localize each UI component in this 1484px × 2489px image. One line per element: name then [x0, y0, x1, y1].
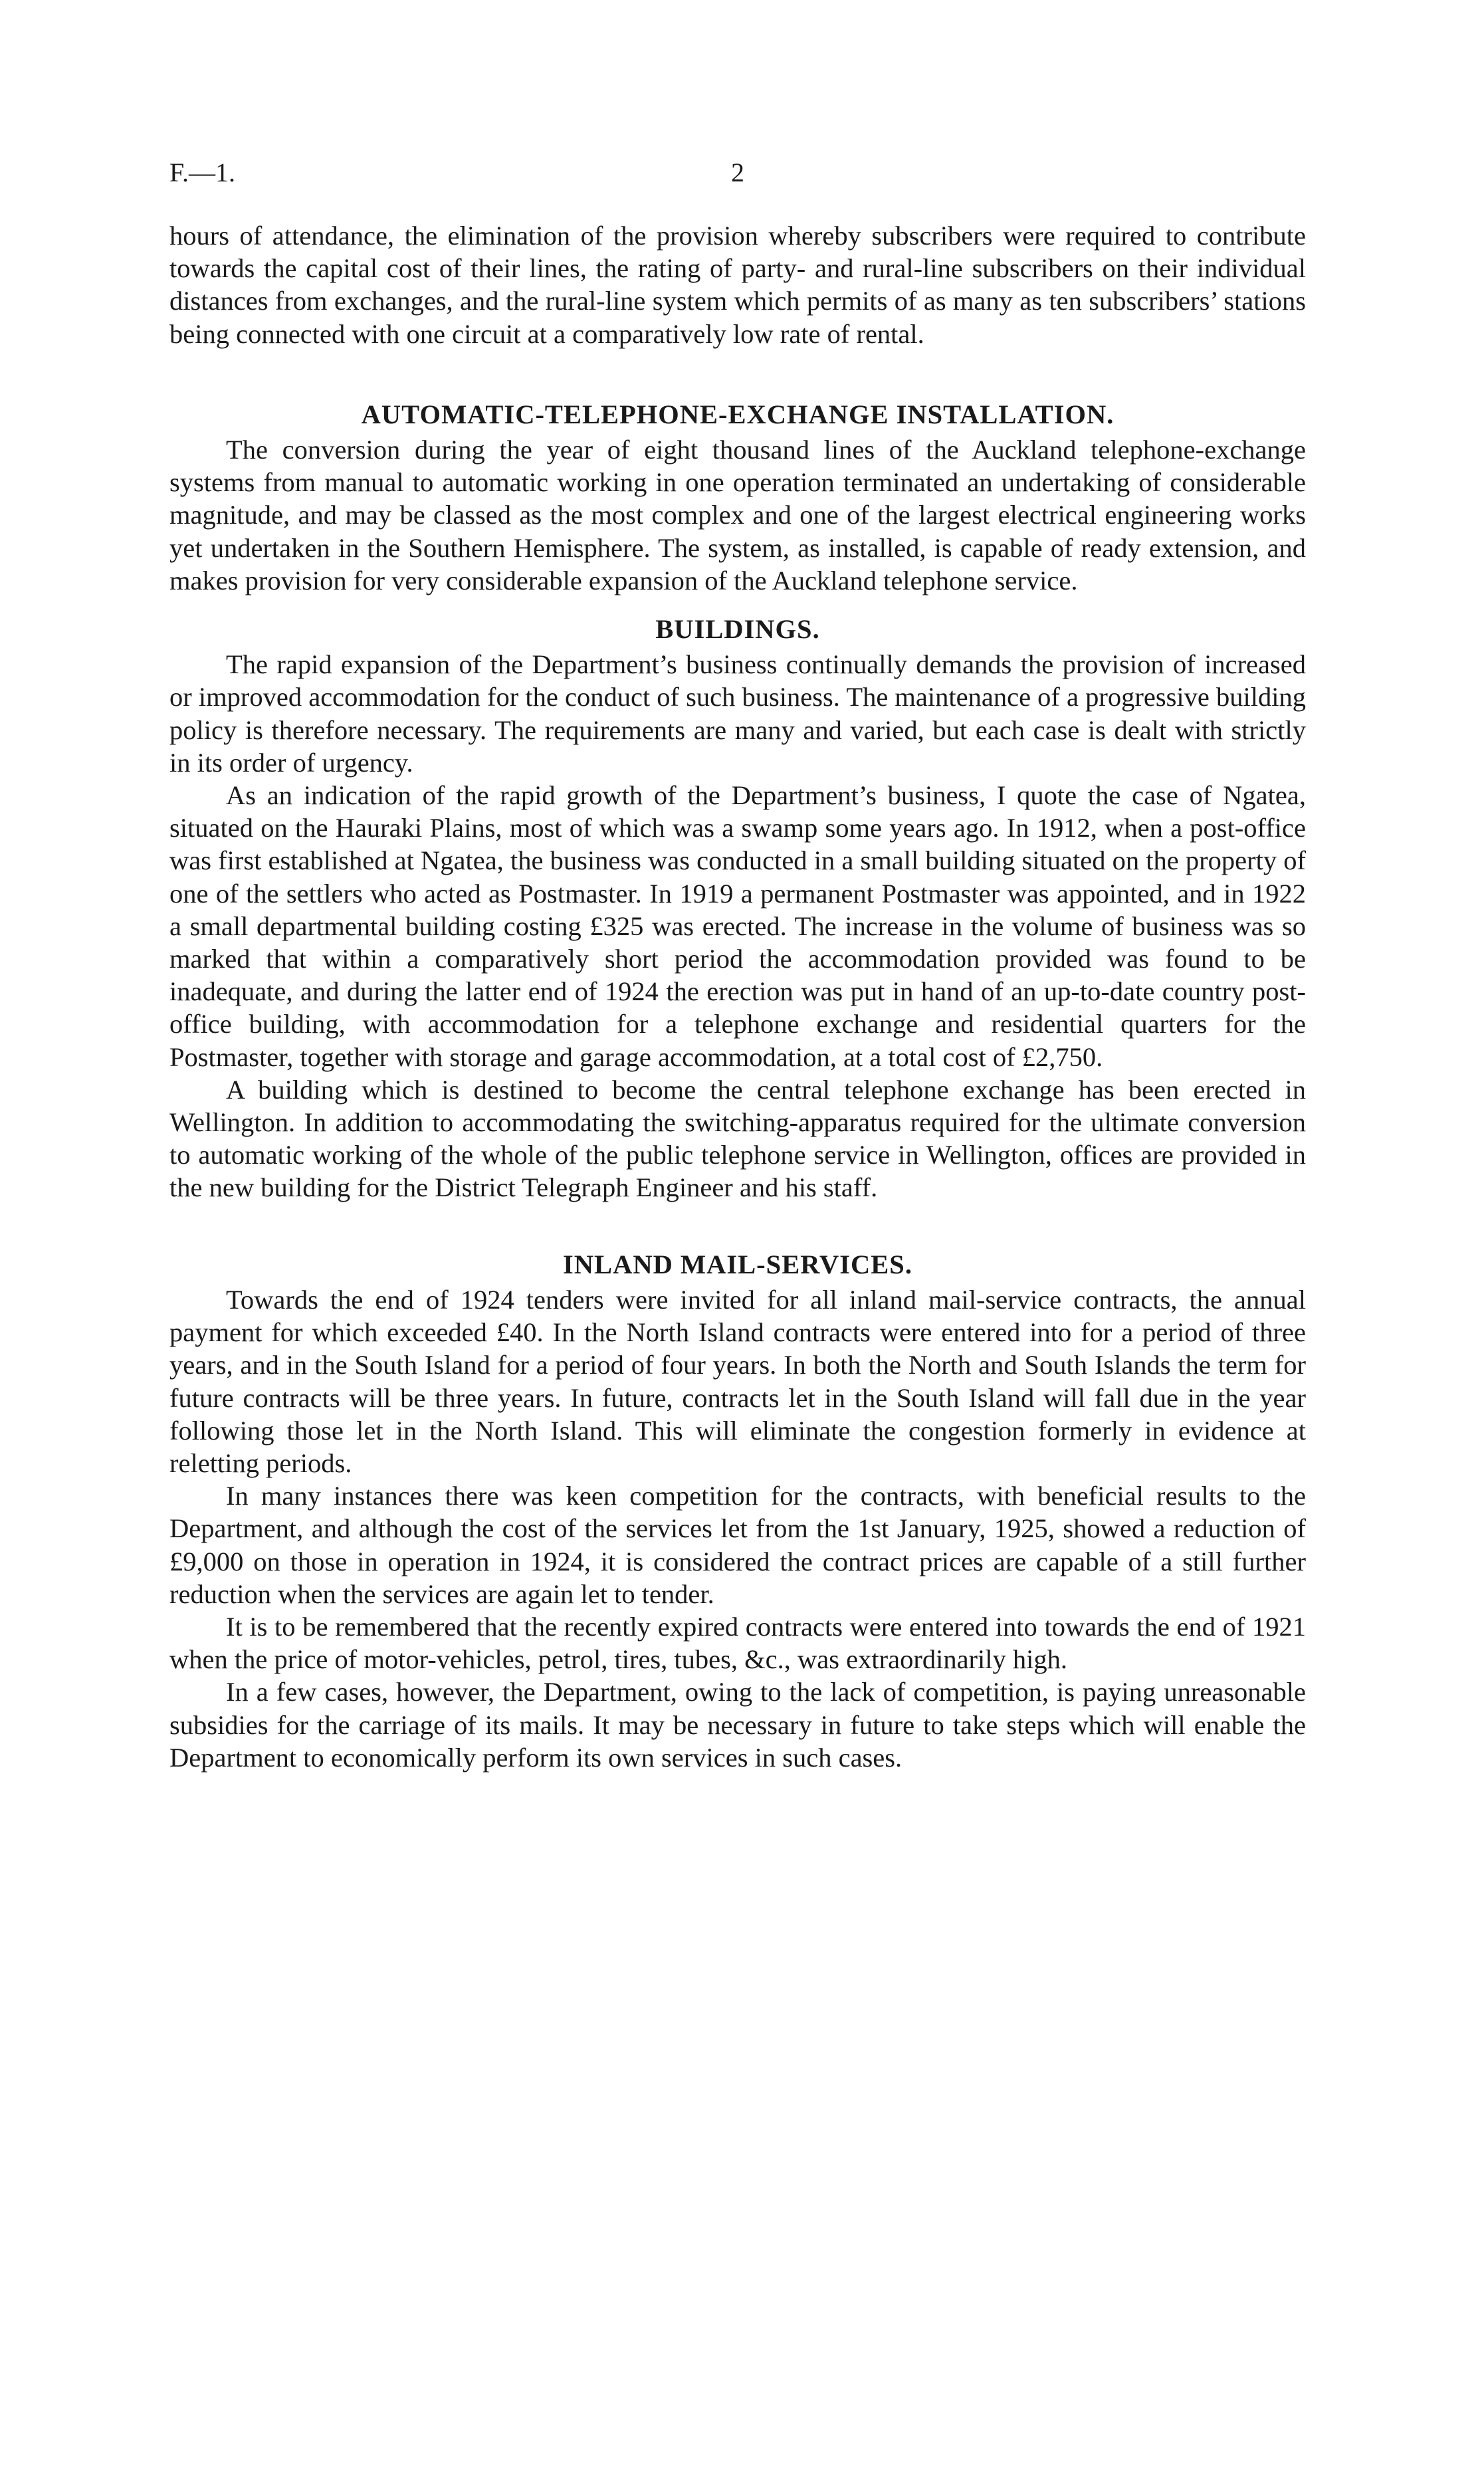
page-header [169, 157, 1306, 197]
paragraph-intro: hours of attendance, the elimination of the provision whereby subscribers were required to contribute towards the capital cost of their lines, the rating of party- and rural-line subscribers on their individual distances from exchanges, and the rural-line system which permits of as many as ten subscribers’ stations being connected with one circuit at a comparatively low rate of rental. [169, 221, 1306, 349]
paragraph-mail-2: In many instances there was keen competition for the contracts, with beneficial results to the Department, and although the cost of the services let from the 1st January, 1925, showed a reduction of £9,000 on those in operation in 1924, it is considered the contract prices are capable of a still further reduction when the services are again let to tender. [169, 1481, 1306, 1609]
heading-inland-mail: INLAND MAIL-SERVICES. [563, 1249, 912, 1279]
paragraph-mail-1: Towards the end of 1924 tenders were invited for all inland mail-service contracts, the annual payment for which exceeded £40. In the North Island contracts were entered into for a period of three years, and in the South Island for a period of four years. In both the North and South Islands the term for future contracts will be three years. In future, contracts let in the South Island will fall due in the year following those let in the North Island. This will eliminate the congestion formerly in evidence at reletting periods. [169, 1284, 1306, 1478]
heading-buildings: BUILDINGS. [655, 614, 820, 645]
paragraph-buildings-1: The rapid expansion of the Department’s business continually demands the provision of increased or improved accommodation for the conduct of such business. The maintenance of a progressive building policy is therefore necessary. The requirements are many and varied, but each case is dealt with strictly in its order of urgency. [169, 649, 1306, 778]
paragraph-buildings-3: A building which is destined to become the central telephone exchange has been erected in Wellington. In addition to accommodating the switching-apparatus required for the ultimate conversion to automatic working of the whole of the public telephone service in Wellington, offices are provided in the new building for the District Telegraph Engineer and his staff. [169, 1074, 1306, 1203]
paragraph-automatic-1: The conversion during the year of eight thousand lines of the Auckland telephone-exchange systems from manual to automatic working in one operation terminated an undertaking of considerable magnitude, and may be classed as the most complex and one of the largest electrical engineering works yet undertaken in the Southern Hemisphere. The system, as installed, is capable of ready extension, and makes provision for very considerable expansion of the Auckland telephone service. [169, 435, 1306, 595]
heading-automatic-exchange: AUTOMATIC-TELEPHONE-EXCHANGE INSTALLATION. [361, 399, 1114, 429]
paragraph-buildings-2: As an indication of the rapid growth of the Department’s business, I quote the case of Ngatea, situated on the Hauraki Plains, most of which was a swamp some years ago. In 1912, when a post-office was first established at Ngatea, the business was conducted in a small building situated on the property of one of the settlers who acted as Postmaster. In 1919 a permanent Postmaster was appointed, and in 1922 a small departmental building costing £325 was erected. The increase in the volume of business was so marked that within a comparatively short period the accommodation provided was found to be inadequate, and during the latter end of 1924 the erection was put in hand of an up-to-date country post-office building, with accommodation for a telephone exchange and residential quarters for the Postmaster, together with storage and garage accommodation, at a total cost of £2,750. [169, 780, 1306, 1072]
document-body [169, 219, 1306, 1774]
paragraph-mail-3: It is to be remembered that the recently expired contracts were entered into towards the end of 1921 when the price of motor-vehicles, petrol, tires, tubes, &c., was extraordinarily high. [169, 1611, 1306, 1675]
page-number: 2 [731, 158, 744, 187]
document-code: F.—1. [169, 158, 236, 187]
paragraph-mail-4: In a few cases, however, the Department, owing to the lack of competition, is paying unreasonable subsidies for the carriage of its mails. It may be necessary in future to take steps which will enable the Department to economically perform its own services in such cases. [169, 1677, 1306, 1773]
